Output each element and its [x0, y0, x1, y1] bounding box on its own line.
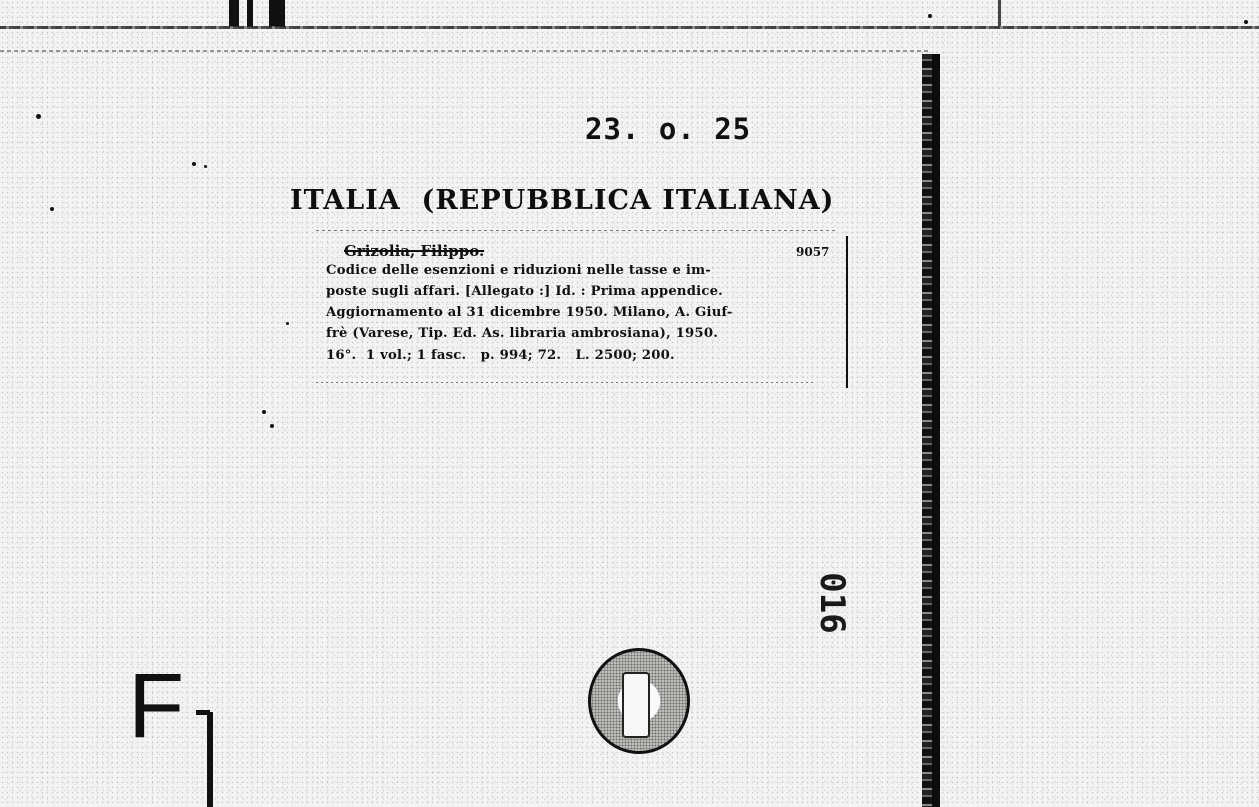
punch-hole-slot: [622, 672, 650, 738]
clipping-top-edge: [316, 230, 836, 231]
entry-author: Grizolia, Filippo.: [344, 242, 485, 260]
subject-heading: ITALIA (REPUBBLICA ITALIANA): [290, 185, 835, 216]
ink-speck: [270, 424, 274, 428]
corner-letter: F: [128, 655, 185, 757]
ink-speck: [928, 14, 932, 18]
card-serial-number: 016: [812, 572, 852, 634]
clipping-bottom-edge: [316, 382, 816, 383]
ink-speck: [50, 207, 54, 211]
previous-card-mark: [229, 0, 285, 27]
entry-line: Aggiornamento al 31 dicembre 1950. Milano, A. Giuf-: [326, 305, 733, 320]
ink-speck: [36, 114, 41, 119]
entry-line: 16°. 1 vol.; 1 fasc. p. 994; 72. L. 2500; 200.: [326, 348, 675, 363]
shelfmark: 23. o. 25: [585, 112, 752, 146]
entry-line: frè (Varese, Tip. Ed. As. libraria ambrosiana), 1950.: [326, 326, 718, 341]
ink-speck: [262, 410, 266, 414]
card-upper-edge: [0, 50, 930, 52]
card-top-border: [0, 26, 1259, 29]
clipping-right-rule: [846, 236, 848, 388]
ink-speck: [192, 162, 196, 166]
entry-line: Codice delle esenzioni e riduzioni nelle tasse e im-: [326, 263, 711, 278]
entry-line: poste sugli affari. [Allegato :] Id. : Prima appendice.: [326, 284, 723, 299]
corner-bar: [207, 712, 213, 807]
ink-speck: [286, 322, 289, 325]
ink-speck: [204, 165, 207, 168]
catalog-entry-clipping: [316, 236, 848, 386]
ink-speck: [1244, 20, 1248, 24]
entry-number: 9057: [796, 245, 830, 259]
card-right-shadow: [932, 54, 940, 807]
previous-card-tick: [998, 0, 1001, 26]
